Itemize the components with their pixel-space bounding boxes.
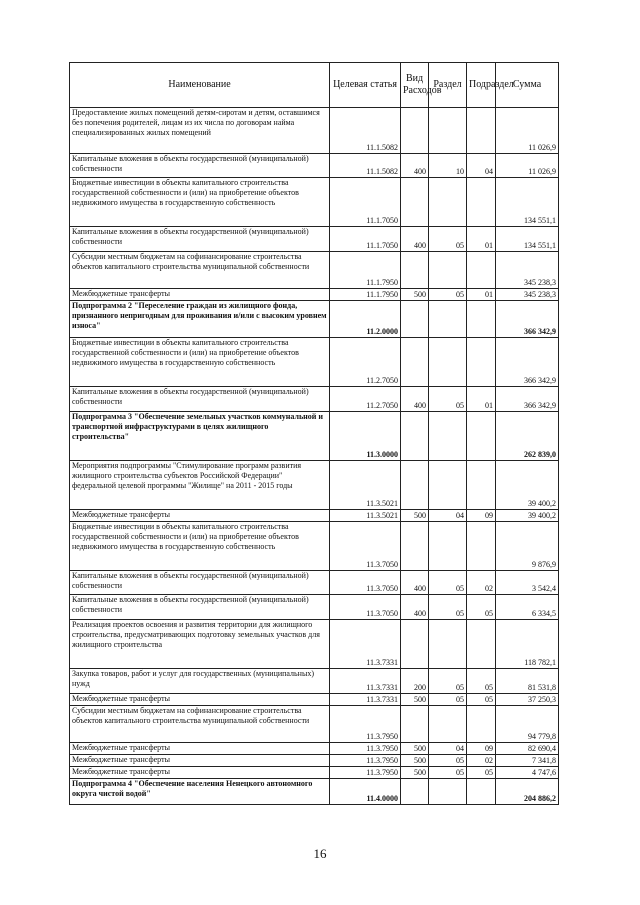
table-row — [70, 108, 559, 154]
cell-razdel — [429, 412, 467, 461]
cell-name: Капитальные вложения в объекты государственной (муниципальной) собственности — [70, 227, 330, 252]
cell-vid — [401, 706, 429, 743]
table-row — [70, 252, 559, 289]
cell-vid: 400 — [401, 571, 429, 595]
cell-code: 11.1.7950 — [330, 252, 401, 289]
cell-name: Субсидии местным бюджетам на софинансирование строительства объектов капитального строительства муниципальной собственности — [70, 252, 330, 289]
table-row — [70, 178, 559, 227]
cell-podrazdel: 02 — [467, 755, 496, 767]
header-vid: Вид Расходов — [401, 63, 429, 108]
cell-vid: 500 — [401, 510, 429, 522]
table-header-row — [70, 63, 559, 108]
cell-code: 11.3.7050 — [330, 571, 401, 595]
budget-table — [69, 62, 559, 805]
cell-name: Бюджетные инвестиции в объекты капитального строительства государственной собственности и (или) на приобретение объектов недвижимого имущества в государственную собственность — [70, 522, 330, 571]
cell-sum: 39 400,2 — [496, 461, 559, 510]
cell-vid: 400 — [401, 154, 429, 178]
header-podrazdel: Подраздел — [467, 63, 496, 108]
table-row — [70, 289, 559, 301]
cell-code: 11.4.0000 — [330, 779, 401, 805]
header-code: Целевая статья — [330, 63, 401, 108]
cell-code: 11.2.0000 — [330, 301, 401, 338]
cell-sum: 37 250,3 — [496, 694, 559, 706]
cell-code: 11.3.5021 — [330, 461, 401, 510]
cell-sum: 366 342,9 — [496, 338, 559, 387]
cell-razdel: 05 — [429, 387, 467, 412]
cell-code: 11.3.0000 — [330, 412, 401, 461]
cell-code: 11.3.7331 — [330, 669, 401, 694]
cell-name: Бюджетные инвестиции в объекты капитального строительства государственной собственности и (или) на приобретение объектов недвижимого имущества в государственную собственность — [70, 338, 330, 387]
table-row — [70, 595, 559, 620]
cell-podrazdel — [467, 301, 496, 338]
cell-podrazdel — [467, 338, 496, 387]
cell-podrazdel: 01 — [467, 387, 496, 412]
cell-podrazdel: 01 — [467, 289, 496, 301]
cell-podrazdel: 02 — [467, 571, 496, 595]
cell-vid — [401, 178, 429, 227]
cell-code: 11.3.7950 — [330, 706, 401, 743]
cell-code: 11.2.7050 — [330, 338, 401, 387]
table-row — [70, 338, 559, 387]
cell-razdel — [429, 779, 467, 805]
cell-podrazdel — [467, 522, 496, 571]
table-row — [70, 154, 559, 178]
table-row — [70, 755, 559, 767]
table-row — [70, 620, 559, 669]
cell-podrazdel — [467, 412, 496, 461]
cell-podrazdel: 04 — [467, 154, 496, 178]
cell-razdel: 05 — [429, 694, 467, 706]
cell-sum: 82 690,4 — [496, 743, 559, 755]
cell-razdel — [429, 620, 467, 669]
cell-sum: 81 531,8 — [496, 669, 559, 694]
cell-podrazdel — [467, 706, 496, 743]
cell-code: 11.1.7050 — [330, 227, 401, 252]
table-body — [70, 108, 559, 805]
cell-sum: 7 341,8 — [496, 755, 559, 767]
cell-vid — [401, 412, 429, 461]
cell-name: Подпрограмма 2 "Переселение граждан из жилищного фонда, признанного непригодным для проживания и/или с высоким уровнем износа" — [70, 301, 330, 338]
cell-code: 11.3.5021 — [330, 510, 401, 522]
cell-code: 11.2.7050 — [330, 387, 401, 412]
cell-name: Капитальные вложения в объекты государственной (муниципальной) собственности — [70, 387, 330, 412]
cell-name: Капитальные вложения в объекты государственной (муниципальной) собственности — [70, 595, 330, 620]
cell-sum: 366 342,9 — [496, 387, 559, 412]
cell-code: 11.3.7950 — [330, 767, 401, 779]
cell-podrazdel: 05 — [467, 767, 496, 779]
cell-podrazdel — [467, 620, 496, 669]
cell-podrazdel: 05 — [467, 595, 496, 620]
cell-podrazdel: 05 — [467, 669, 496, 694]
cell-code: 11.3.7331 — [330, 694, 401, 706]
cell-podrazdel: 05 — [467, 694, 496, 706]
cell-code: 11.1.5082 — [330, 154, 401, 178]
table-row — [70, 779, 559, 805]
cell-razdel: 05 — [429, 595, 467, 620]
cell-vid: 400 — [401, 595, 429, 620]
cell-vid — [401, 252, 429, 289]
header-sum: Сумма — [496, 63, 559, 108]
cell-sum: 345 238,3 — [496, 252, 559, 289]
cell-razdel — [429, 252, 467, 289]
cell-name: Мероприятия подпрограммы "Стимулирование программ развития жилищного строительства субъектов Российской Федерации" федеральной целевой программы "Жилище" на 2011 - 2015 годы — [70, 461, 330, 510]
cell-code: 11.3.7331 — [330, 620, 401, 669]
cell-sum: 134 551,1 — [496, 178, 559, 227]
cell-razdel: 05 — [429, 755, 467, 767]
cell-name: Подпрограмма 3 "Обеспечение земельных участков коммунальной и транспортной инфраструктурами в целях жилищного строительства" — [70, 412, 330, 461]
table-row — [70, 767, 559, 779]
cell-name: Бюджетные инвестиции в объекты капитального строительства государственной собственности и (или) на приобретение объектов недвижимого имущества в государственную собственность — [70, 178, 330, 227]
cell-code: 11.3.7050 — [330, 522, 401, 571]
table-row — [70, 227, 559, 252]
cell-podrazdel: 09 — [467, 510, 496, 522]
cell-sum: 39 400,2 — [496, 510, 559, 522]
cell-name: Межбюджетные трансферты — [70, 694, 330, 706]
table-row — [70, 706, 559, 743]
cell-name: Капитальные вложения в объекты государственной (муниципальной) собственности — [70, 154, 330, 178]
cell-vid: 500 — [401, 743, 429, 755]
cell-razdel — [429, 706, 467, 743]
cell-sum: 204 886,2 — [496, 779, 559, 805]
table-row — [70, 522, 559, 571]
cell-sum: 345 238,3 — [496, 289, 559, 301]
cell-sum: 366 342,9 — [496, 301, 559, 338]
cell-vid: 500 — [401, 767, 429, 779]
cell-vid — [401, 461, 429, 510]
cell-podrazdel — [467, 108, 496, 154]
cell-sum: 11 026,9 — [496, 108, 559, 154]
cell-code: 11.1.5082 — [330, 108, 401, 154]
cell-code: 11.1.7950 — [330, 289, 401, 301]
cell-sum: 4 747,6 — [496, 767, 559, 779]
header-name: Наименование — [70, 63, 330, 108]
cell-sum: 6 334,5 — [496, 595, 559, 620]
cell-name: Реализация проектов освоения и развития территории для жилищного строительства, предусматривающих подготовку земельных участков для жилищного строительства — [70, 620, 330, 669]
cell-sum: 262 839,0 — [496, 412, 559, 461]
cell-code: 11.3.7050 — [330, 595, 401, 620]
cell-code: 11.3.7950 — [330, 755, 401, 767]
cell-vid: 500 — [401, 755, 429, 767]
cell-vid — [401, 338, 429, 387]
cell-razdel: 05 — [429, 669, 467, 694]
cell-razdel: 05 — [429, 767, 467, 779]
cell-razdel — [429, 108, 467, 154]
cell-code: 11.1.7050 — [330, 178, 401, 227]
cell-vid — [401, 301, 429, 338]
cell-name: Межбюджетные трансферты — [70, 289, 330, 301]
table-row — [70, 510, 559, 522]
cell-vid: 400 — [401, 227, 429, 252]
cell-name: Субсидии местным бюджетам на софинансирование строительства объектов капитального строительства муниципальной собственности — [70, 706, 330, 743]
cell-vid — [401, 620, 429, 669]
cell-vid: 500 — [401, 289, 429, 301]
cell-vid: 400 — [401, 387, 429, 412]
table-row — [70, 694, 559, 706]
table-row — [70, 743, 559, 755]
cell-razdel — [429, 461, 467, 510]
cell-sum: 9 876,9 — [496, 522, 559, 571]
cell-sum: 134 551,1 — [496, 227, 559, 252]
cell-razdel: 05 — [429, 227, 467, 252]
table-row — [70, 571, 559, 595]
cell-name: Капитальные вложения в объекты государственной (муниципальной) собственности — [70, 571, 330, 595]
cell-podrazdel — [467, 461, 496, 510]
cell-vid — [401, 522, 429, 571]
cell-sum: 11 026,9 — [496, 154, 559, 178]
cell-podrazdel: 09 — [467, 743, 496, 755]
cell-sum: 3 542,4 — [496, 571, 559, 595]
cell-razdel — [429, 178, 467, 227]
cell-name: Предоставление жилых помещений детям-сиротам и детям, оставшимся без попечения родителей, лицам из их числа по договорам найма специализированных жилых помещений — [70, 108, 330, 154]
cell-razdel — [429, 338, 467, 387]
cell-podrazdel — [467, 178, 496, 227]
header-razdel: Раздел — [429, 63, 467, 108]
cell-vid: 200 — [401, 669, 429, 694]
cell-razdel — [429, 301, 467, 338]
cell-razdel: 04 — [429, 743, 467, 755]
cell-podrazdel: 01 — [467, 227, 496, 252]
cell-name: Закупка товаров, работ и услуг для государственных (муниципальных) нужд — [70, 669, 330, 694]
table-row — [70, 461, 559, 510]
cell-vid: 500 — [401, 694, 429, 706]
table-row — [70, 669, 559, 694]
cell-name: Межбюджетные трансферты — [70, 767, 330, 779]
cell-podrazdel — [467, 779, 496, 805]
cell-name: Межбюджетные трансферты — [70, 755, 330, 767]
cell-name: Межбюджетные трансферты — [70, 510, 330, 522]
cell-name: Подпрограмма 4 "Обеспечение населения Ненецкого автономного округа чистой водой" — [70, 779, 330, 805]
cell-sum: 94 779,8 — [496, 706, 559, 743]
cell-razdel: 05 — [429, 289, 467, 301]
page-number: 16 — [313, 846, 327, 861]
cell-razdel — [429, 522, 467, 571]
cell-podrazdel — [467, 252, 496, 289]
cell-sum: 118 782,1 — [496, 620, 559, 669]
cell-vid — [401, 779, 429, 805]
table-row — [70, 301, 559, 338]
cell-vid — [401, 108, 429, 154]
cell-code: 11.3.7950 — [330, 743, 401, 755]
cell-name: Межбюджетные трансферты — [70, 743, 330, 755]
cell-razdel: 10 — [429, 154, 467, 178]
table-row — [70, 387, 559, 412]
table-row — [70, 412, 559, 461]
cell-razdel: 05 — [429, 571, 467, 595]
cell-razdel: 04 — [429, 510, 467, 522]
